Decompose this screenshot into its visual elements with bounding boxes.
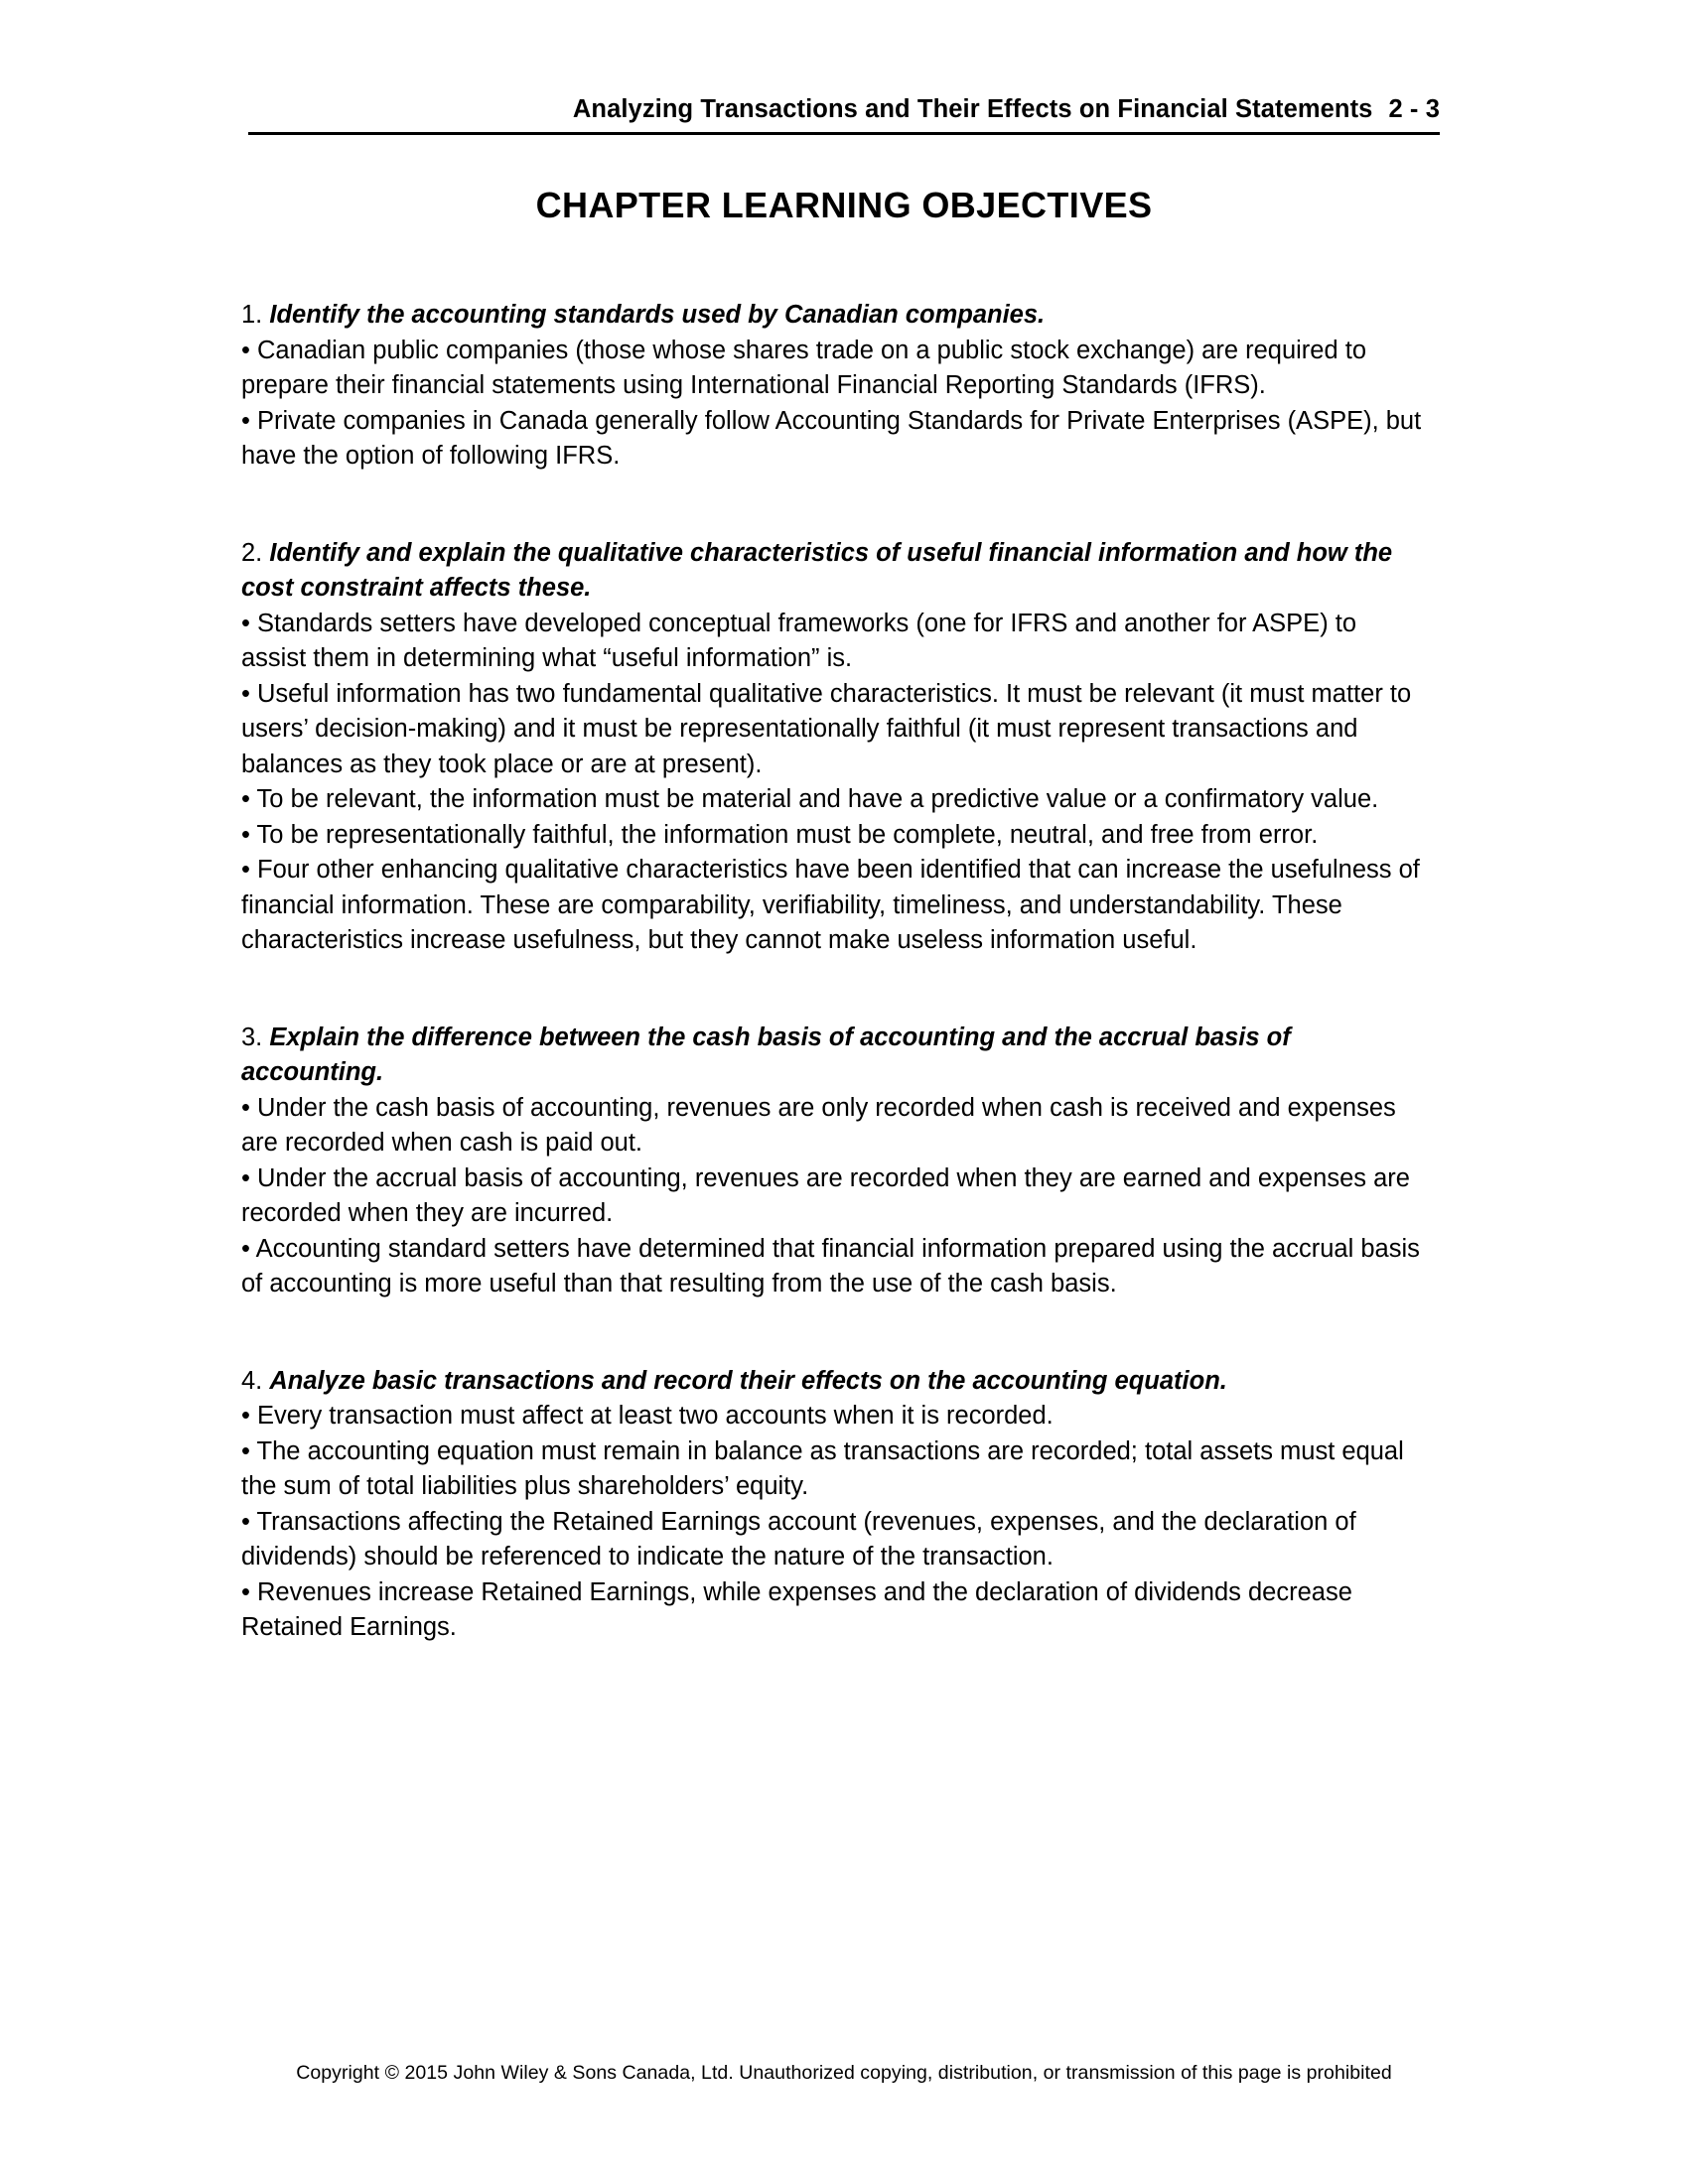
objective-bullet: • Under the accrual basis of accounting, revenues are recorded when they are earned and expenses are recorded when they are incurred. <box>241 1163 1410 1227</box>
objective-title: Analyze basic transactions and record their effects on the accounting equation. <box>269 1366 1227 1395</box>
objective-bullet: • To be representationally faithful, the information must be complete, neutral, and free from error. <box>241 820 1319 849</box>
objective-bullet: • Revenues increase Retained Earnings, while expenses and the declaration of dividends decrease Retained Earnings. <box>241 1577 1352 1641</box>
objective-heading <box>241 1364 1426 1400</box>
objective-number: 2. <box>241 538 263 567</box>
objective-title: Identify the accounting standards used by Canadian companies. <box>269 301 1046 329</box>
learning-objective-2 <box>241 536 1426 959</box>
header-line <box>248 95 1440 124</box>
objective-bullet: • Standards setters have developed conceptual frameworks (one for IFRS and another for ASPE) to assist them in determining what “useful information” is. <box>241 609 1357 672</box>
page-title: CHAPTER LEARNING OBJECTIVES <box>535 185 1153 225</box>
objective-bullet: • Transactions affecting the Retained Earnings account (revenues, expenses, and the declaration of dividends) should be referenced to indicate the nature of the transaction. <box>241 1507 1356 1570</box>
objective-bullet: • The accounting equation must remain in balance as transactions are recorded; total assets must equal the sum of total liabilities plus shareholders’ equity. <box>241 1436 1404 1500</box>
learning-objective-3 <box>241 1021 1426 1302</box>
objective-heading <box>241 1021 1426 1091</box>
header-divider <box>248 132 1440 135</box>
objective-bullet: • Every transaction must affect at least two accounts when it is recorded. <box>241 1402 1054 1430</box>
learning-objective-1 <box>241 298 1426 475</box>
objective-title: Explain the difference between the cash basis of accounting and the accrual basis of accounting. <box>241 1023 1291 1086</box>
objective-heading <box>241 536 1426 607</box>
learning-objectives-list <box>241 298 1426 1646</box>
objective-number: 4. <box>241 1366 263 1395</box>
objective-bullet: • Canadian public companies (those whose shares trade on a public stock exchange) are required to prepare their financial statements using International Financial Reporting Standards (IFRS). <box>241 336 1367 399</box>
objective-bullet: • Under the cash basis of accounting, revenues are only recorded when cash is received and expenses are recorded when cash is paid out. <box>241 1093 1396 1157</box>
objective-bullet: • Private companies in Canada generally follow Accounting Standards for Private Enterprises (ASPE), but have the option of following IFRS. <box>241 406 1422 470</box>
objective-bullet: • Accounting standard setters have determined that financial information prepared using the accrual basis of accounting is more useful than that resulting from the use of the cash basis. <box>241 1234 1420 1297</box>
objective-number: 3. <box>241 1023 263 1051</box>
objective-number: 1. <box>241 301 263 329</box>
objective-bullet: • Four other enhancing qualitative characteristics have been identified that can increase the usefulness of financial information. These are comparability, verifiability, timeliness, and understandability. These characteristics increase usefulness, but they cannot make useless information useful. <box>241 856 1420 954</box>
objective-title: Identify and explain the qualitative characteristics of useful financial information and how the cost constraint affects these. <box>241 538 1393 602</box>
learning-objective-4 <box>241 1364 1426 1646</box>
header-page-folio: 2 - 3 <box>1388 95 1440 123</box>
copyright-footer: Copyright © 2015 John Wiley & Sons Canada, Ltd. Unauthorized copying, distribution, or transmission of this page is prohibited <box>296 2062 1392 2084</box>
objective-heading <box>241 298 1426 334</box>
objective-bullet: • To be relevant, the information must be material and have a predictive value or a confirmatory value. <box>241 785 1379 813</box>
running-header <box>248 95 1440 135</box>
header-title: Analyzing Transactions and Their Effects on Financial Statements <box>572 95 1373 123</box>
objective-bullet: • Useful information has two fundamental qualitative characteristics. It must be relevant (it must matter to users’ decision-making) and it must be representationally faithful (it must represent transactions and balances as they took place or are at present). <box>241 679 1412 778</box>
